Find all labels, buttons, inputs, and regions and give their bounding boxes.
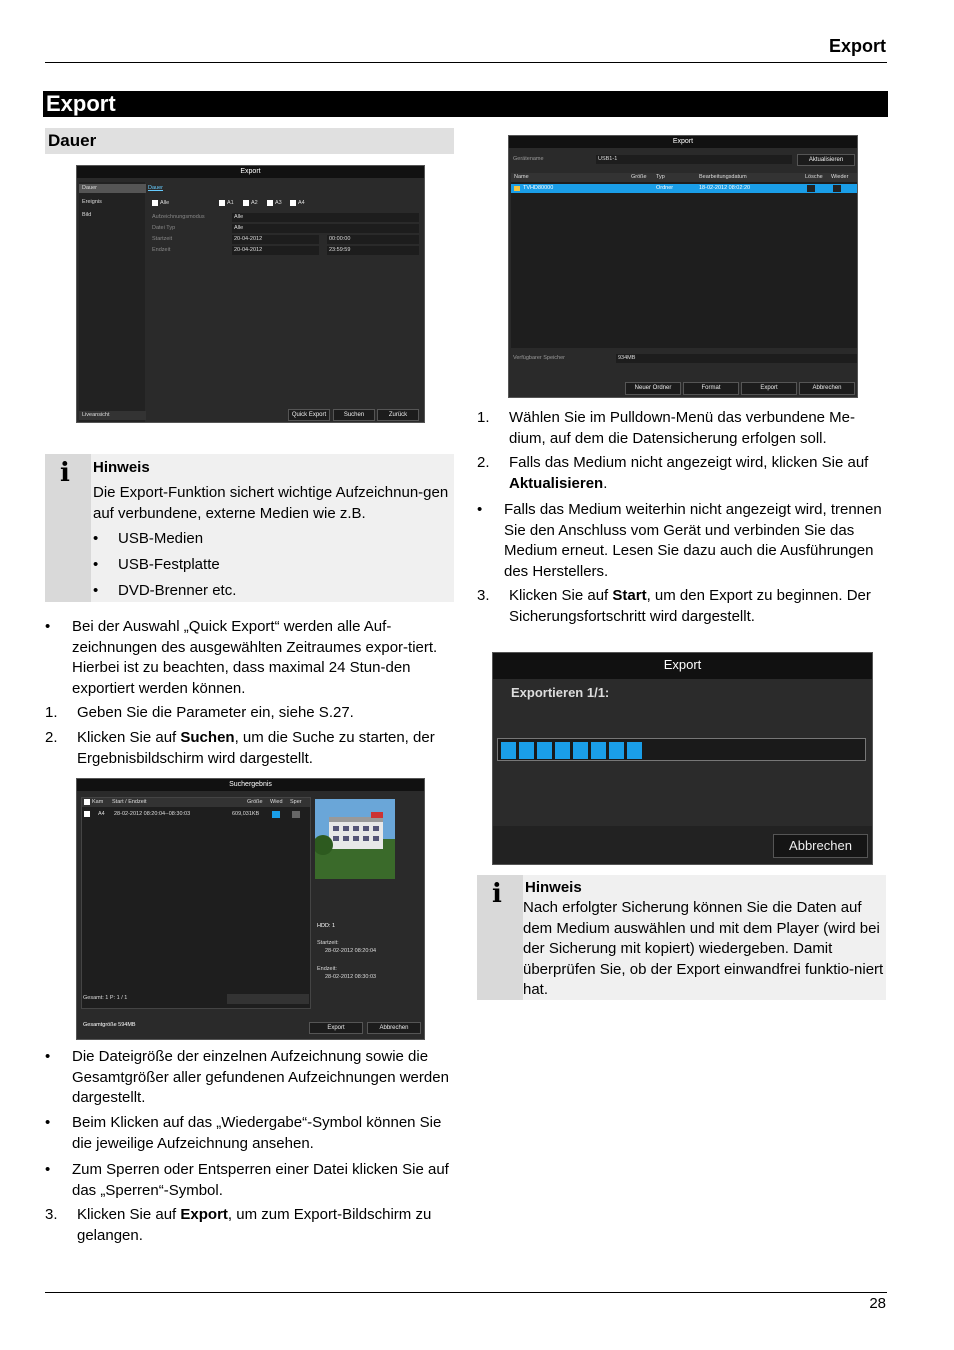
paragraph: Zum Sperren oder Entsperren einer Datei klicken Sie auf das „Sperren“-Symbol. (72, 1161, 449, 1199)
param-fields (149, 213, 419, 258)
bullet: • (45, 1161, 51, 1178)
info-icon-column (45, 454, 91, 602)
cam-checkbox-a4[interactable]: A4 (290, 199, 305, 208)
bullet: • (45, 618, 51, 635)
note-bullet: • (93, 556, 99, 573)
footer-rule (45, 1292, 887, 1293)
end-value: 28-02-2012 08:30:03 (325, 974, 377, 980)
side-menu (79, 182, 145, 422)
paragraph: Bei der Auswahl „Quick Export“ werden alle Auf-zeichnungen des ausgewählten Zeitraumes expor-tiert. Hierbei ist zu beachten, dass maximal 24 Stun-den exportiert werden können. (72, 618, 438, 697)
end-date-field[interactable]: 20-04-2012 (232, 246, 319, 255)
step-text: Wählen Sie im Pulldown-Menü das verbundene Me-dium, auf dem die Datensicherung erfolgen soll. (509, 409, 856, 447)
tab-dauer[interactable]: Dauer (148, 185, 163, 191)
paragraph: Falls das Medium weiterhin nicht angezeigt wird, trennen Sie den Anschluss vom Gerät und verbinden Sie das Medium erneut. Lesen Sie dazu auch die Ausführungen des Herstellers. (504, 501, 882, 580)
progress-cell (627, 742, 642, 759)
note-box (45, 454, 454, 602)
cancel-button[interactable]: Abbrechen (773, 834, 868, 858)
start-label: Startzeit: (317, 940, 339, 946)
screen-title: Export (509, 136, 857, 148)
result-header: Kam Start / Endzeit Größe Wied Sper (82, 798, 310, 807)
search-button[interactable]: Suchen (333, 409, 375, 421)
cancel-button[interactable]: Abbrechen (799, 382, 855, 395)
search-result-screenshot (76, 778, 425, 1040)
start-time-field[interactable]: 00:00:00 (327, 235, 419, 244)
note-bullet: • (93, 582, 99, 599)
note-text: Nach erfolgter Sicherung können Sie die Daten auf dem Medium auswählen und mit dem Player (wird bei der Sicherung mit kopiert) wiedergeben. Damit überprüfen Sie, ob der Export einwandfrei funktio-niert hat. (523, 899, 884, 998)
note-item: USB-Medien (118, 530, 204, 547)
progress-bar (497, 738, 866, 761)
field-label: Aufzeichnungsmodus (152, 214, 205, 220)
screen-title: Suchergebnis (77, 779, 424, 791)
progress-cell (573, 742, 588, 759)
step-number: 3. (45, 1206, 58, 1223)
export-button[interactable]: Export (309, 1022, 363, 1034)
hdd-label: HDD: 1 (317, 923, 336, 929)
export-dauer-screenshot (76, 165, 425, 423)
bullet: • (477, 501, 483, 518)
device-select[interactable]: USB1-1 (596, 155, 792, 164)
new-folder-button[interactable]: Neuer Ordner (625, 382, 681, 395)
refresh-button[interactable]: Aktualisieren (797, 154, 855, 166)
menu-item-dauer[interactable]: Dauer (79, 184, 146, 193)
file-list (511, 173, 857, 348)
bullet: • (45, 1048, 51, 1065)
progress-cell (537, 742, 552, 759)
menu-item-ereignis[interactable]: Ereignis (82, 199, 102, 205)
table-row[interactable]: A4 28-02-2012 08:20:04--08:30:03 609,031KB (82, 810, 310, 819)
play-icon (833, 185, 841, 192)
cam-checkbox-all[interactable]: Alle (152, 199, 169, 208)
step-text: Klicken Sie auf Start, um den Export zu beginnen. Der Sicherungsfortschritt wird dargestellt. (509, 587, 871, 625)
live-view-item[interactable]: Liveansicht (79, 411, 146, 420)
step-number: 1. (477, 409, 490, 426)
progress-cell (591, 742, 606, 759)
progress-cell (609, 742, 624, 759)
field-label: Startzeit (152, 236, 173, 242)
step-number: 1. (45, 704, 58, 721)
info-icon-column (477, 875, 523, 1000)
format-button[interactable]: Format (683, 382, 739, 395)
bullet: • (45, 1114, 51, 1131)
total-size: Gesamtgröße 594MB (83, 1022, 136, 1028)
menu-item-bild[interactable]: Bild (82, 212, 92, 218)
screen-title: Export (493, 653, 872, 679)
cancel-button[interactable]: Abbrechen (367, 1022, 421, 1034)
paragraph: Die Dateigröße der einzelnen Aufzeichnung sowie die Gesamtgrößer aller gefundenen Aufzeichnungen werden dargestellt. (72, 1048, 449, 1106)
start-date-field[interactable]: 20-04-2012 (232, 235, 319, 244)
field-label: Endzeit (152, 247, 171, 253)
note-box (477, 875, 886, 1000)
running-header: Export (828, 36, 886, 56)
cam-checkbox-a3[interactable]: A3 (267, 199, 282, 208)
delete-icon (807, 185, 815, 192)
start-value: 28-02-2012 08:20:04 (325, 948, 377, 954)
header-rule (45, 62, 887, 63)
lock-icon (292, 811, 300, 818)
result-list (81, 797, 311, 1009)
note-title: Hinweis (93, 459, 150, 476)
table-row[interactable]: TVHD80000 Ordner 18-02-2012 08:02:20 (511, 184, 857, 193)
step-number: 2. (45, 729, 58, 746)
step-number: 3. (477, 587, 490, 604)
step-text: Geben Sie die Parameter ein, siehe S.27. (77, 704, 354, 721)
page-info: Gesamt: 1 P: 1 / 1 (83, 995, 128, 1001)
paragraph: Beim Klicken auf das „Wiedergabe“-Symbol können Sie die jeweilige Aufzeichnung ansehen. (72, 1114, 442, 1152)
progress-cell (519, 742, 534, 759)
page-number: 28 (869, 1295, 886, 1312)
step-text: Klicken Sie auf Export, um zum Export-Bildschirm zu gelangen. (77, 1206, 432, 1244)
device-label: Gerätename (513, 156, 544, 162)
export-status: Exportieren 1/1: (511, 685, 610, 700)
record-mode-select[interactable]: Alle (232, 213, 419, 222)
free-space-value: 934MB (616, 354, 858, 363)
section-title: Export (43, 91, 888, 117)
folder-icon (514, 186, 520, 191)
end-label: Endzeit: (317, 966, 337, 972)
cam-checkbox-a1[interactable]: A1 (219, 199, 234, 208)
step-text: Falls das Medium nicht angezeigt wird, klicken Sie auf Aktualisieren. (509, 454, 869, 492)
export-progress-screenshot (492, 652, 873, 865)
field-label: Datei Typ (152, 225, 176, 231)
export-device-screenshot (508, 135, 858, 398)
play-icon (272, 811, 280, 818)
end-time-field[interactable]: 23:59:59 (327, 246, 419, 255)
preview-image (315, 799, 395, 879)
file-type-select[interactable]: Alle (232, 224, 419, 233)
quick-export-button[interactable]: Quick Export (288, 409, 330, 421)
cam-checkbox-a2[interactable]: A2 (243, 199, 258, 208)
step-text: Klicken Sie auf Suchen, um die Suche zu starten, der Ergebnisbildschirm wird dargestellt. (77, 729, 435, 767)
export-button[interactable]: Export (741, 382, 797, 395)
note-text: Die Export-Funktion sichert wichtige Aufzeichnun-gen auf verbundene, externe Medien wie z.B. (93, 484, 449, 522)
file-list-header: Name Größe Typ Bearbeitungsdatum Lösche Wieder (511, 173, 857, 182)
progress-cell (555, 742, 570, 759)
screen-title: Export (77, 166, 424, 178)
pager-controls[interactable] (227, 994, 309, 1004)
free-space-label: Verfügbarer Speicher (513, 355, 565, 361)
info-icon: i (60, 458, 70, 488)
step-number: 2. (477, 454, 490, 471)
subsection-title: Dauer (45, 128, 454, 154)
note-title: Hinweis (525, 879, 582, 896)
info-icon: i (492, 879, 502, 909)
note-item: DVD-Brenner etc. (118, 582, 237, 599)
progress-cell (501, 742, 516, 759)
back-button[interactable]: Zurück (377, 409, 419, 421)
note-item: USB-Festplatte (118, 556, 220, 573)
note-bullet: • (93, 530, 99, 547)
